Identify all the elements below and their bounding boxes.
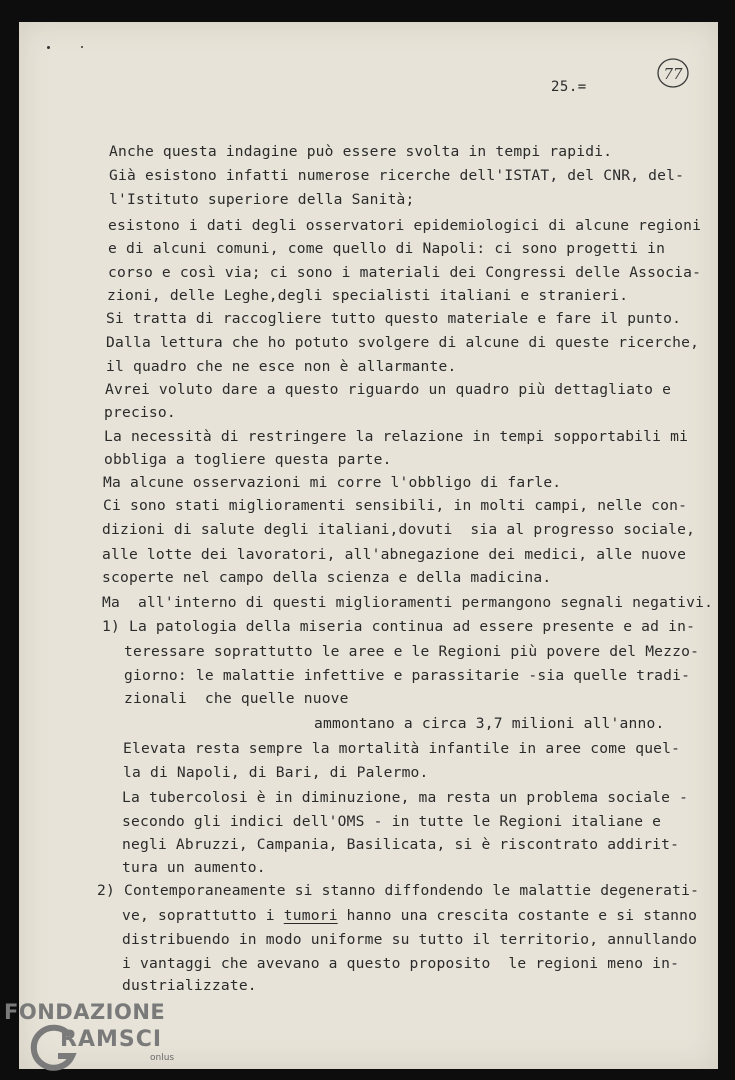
stamp-number: 77 [663,65,683,83]
text-line: Avrei voluto dare a questo riguardo un quadro più dettagliato e [105,381,672,398]
text-line: giorno: le malattie infettive e parassitarie -sia quelle tradi- [124,667,691,684]
text-line: esistono i dati degli osservatori epidemiologici di alcune regioni [108,217,702,234]
fondazione-gramsci-watermark [4,1000,194,1080]
text-line: dustrializzate. [122,977,257,994]
text-line: scoperte nel campo della scienza e della madicina. [102,569,552,586]
text-line: alle lotte dei lavoratori, all'abnegazione dei medici, alle nuove [102,546,687,563]
text-line: Ci sono stati miglioramenti sensibili, in molti campi, nelle con- [103,497,688,514]
text-line: Elevata resta sempre la mortalità infantile in aree come quel- [123,740,681,757]
text-line: l'Istituto superiore della Sanità; [109,191,415,208]
text-line: 1) La patologia della miseria continua ad essere presente e ad in- [102,618,696,635]
text-line: La tubercolosi è in diminuzione, ma resta un problema sociale - [122,789,689,806]
text-line: corso e così via; ci sono i materiali dei Congressi delle Associa- [108,264,702,281]
watermark-line2: RAMSCI [60,1027,163,1052]
watermark-suffix: onlus [150,1053,175,1063]
watermark-line1: FONDAZIONE [4,1000,166,1024]
text-segment: ve, soprattutto i [122,907,284,924]
text-line: La necessità di restringere la relazione in tempi sopportabili mi [104,428,689,445]
text-line: Già esistono infatti numerose ricerche dell'ISTAT, del CNR, del- [109,167,685,184]
page-number: 25.= [551,79,587,95]
text-line: e di alcuni comuni, come quello di Napoli: ci sono progetti in [108,240,666,257]
text-line: ammontano a circa 3,7 milioni all'anno. [314,715,665,732]
text-line: zioni, delle Leghe,degli specialisti italiani e stranieri. [107,287,629,304]
text-line: dizioni di salute degli italiani,dovuti sia al progresso sociale, [102,521,696,538]
underlined-word: tumori [283,907,338,924]
text-line: 2) Contemporaneamente si stanno diffondendo le malattie degenerati- [97,882,700,899]
text-line: Ma all'interno di questi miglioramenti permangono segnali negativi. [102,594,714,611]
text-line: il quadro che ne esce non è allarmante. [106,358,457,375]
text-line: Si tratta di raccogliere tutto questo materiale e fare il punto. [106,310,682,327]
text-line: Dalla lettura che ho potuto svolgere di alcune di queste ricerche, [106,334,700,351]
text-line: i vantaggi che avevano a questo proposito le regioni meno in- [122,955,680,972]
text-line: distribuendo in modo uniforme su tutto il territorio, annullando [122,931,698,948]
text-line: preciso. [104,404,176,421]
text-segment: hanno una crescita costante e si stanno [337,907,698,924]
text-line: obbliga a togliere questa parte. [104,451,392,468]
text-line: Anche questa indagine può essere svolta in tempi rapidi. [109,143,613,160]
text-line: Ma alcune osservazioni mi corre l'obbligo di farle. [103,474,562,491]
text-line: zionali che quelle nuove [124,690,349,707]
text-line-with-underline [122,907,697,925]
text-line: tura un aumento. [122,859,266,876]
text-line: la di Napoli, di Bari, di Palermo. [123,764,429,781]
text-line: negli Abruzzi, Campania, Basilicata, si è riscontrato addirit- [122,836,680,853]
text-line: secondo gli indici dell'OMS - in tutte le Regioni italiane e [122,813,662,830]
text-line: teressare soprattutto le aree e le Regioni più povere del Mezzo- [124,643,700,660]
